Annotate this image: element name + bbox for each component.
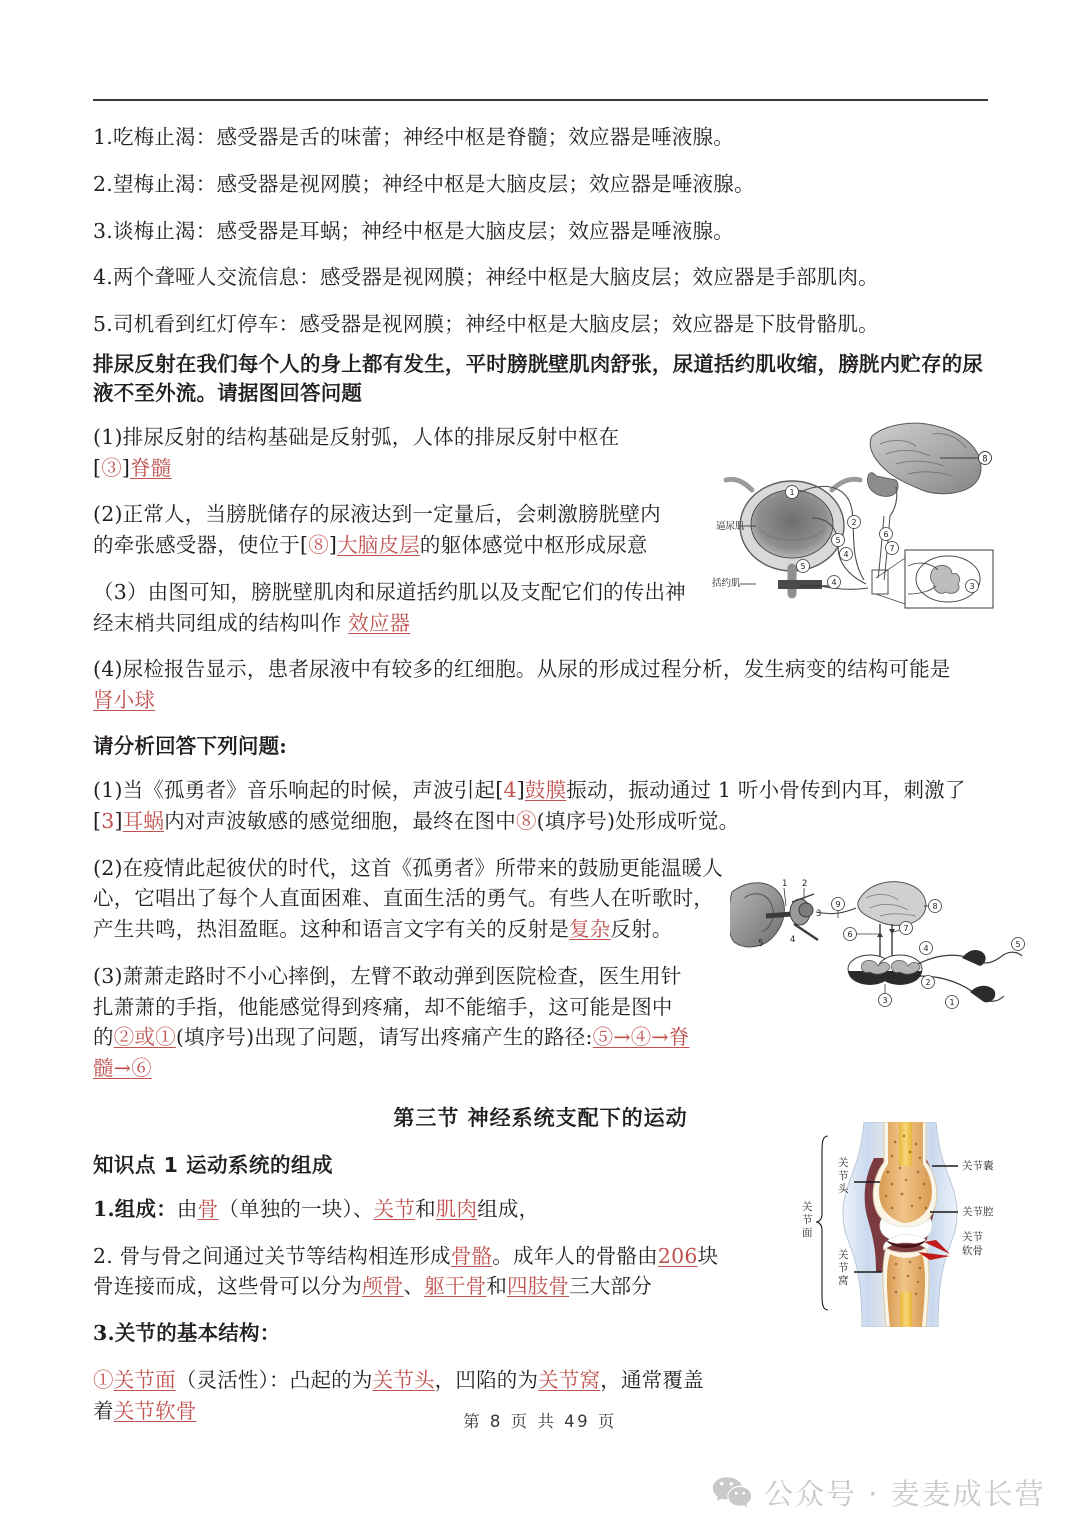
item3-answer-head: 关节头 xyxy=(372,1367,435,1392)
svg-text:7: 7 xyxy=(903,924,909,933)
svg-text:3: 3 xyxy=(969,582,975,591)
svg-text:4: 4 xyxy=(923,944,929,953)
svg-text:头: 头 xyxy=(838,1183,849,1195)
q1-bracket-open: [ xyxy=(93,455,102,480)
item2-e: 和 xyxy=(486,1274,508,1299)
composition-item-1 xyxy=(93,1194,723,1225)
svg-text:面: 面 xyxy=(802,1227,813,1239)
item2-answer-count: 206 xyxy=(657,1243,698,1268)
item2-answer-limb: 四肢骨 xyxy=(507,1274,570,1299)
reflex-item-4: 4.两个聋哑人交流信息：感受器是视网膜；神经中枢是大脑皮层；效应器是手部肌肉。 xyxy=(93,265,879,290)
svg-text:6: 6 xyxy=(883,530,889,539)
aq3-answer-1: ②或① xyxy=(113,1025,176,1050)
joint-label-cartilage: 关节 xyxy=(962,1231,983,1243)
aq1-marker-3: ⑧ xyxy=(515,808,537,833)
q2-text-a: (2)正常人，当膀胱储存的尿液达到一定量后，会刺激膀胱壁内的牵张感受器，使位于[ xyxy=(93,502,661,558)
svg-text:节: 节 xyxy=(838,1170,849,1182)
item1-c: 和 xyxy=(415,1196,436,1221)
svg-text:1: 1 xyxy=(789,488,795,497)
svg-text:4: 4 xyxy=(843,550,849,559)
item2-b: 。成年人的骨骼由 xyxy=(492,1243,658,1268)
svg-text:1: 1 xyxy=(782,879,788,889)
item1-b: （单独的一块）、 xyxy=(218,1196,374,1221)
svg-text:2: 2 xyxy=(851,518,857,527)
joint-label-socket: 关 xyxy=(838,1249,849,1261)
analysis-heading: 请分析回答下列问题: xyxy=(93,733,288,758)
aq1-answer-1: 鼓膜 xyxy=(524,778,567,803)
composition-item-2 xyxy=(93,1241,723,1303)
urination-question-3 xyxy=(93,577,693,639)
urination-prompt: 排尿反射在我们每个人的身上都有发生，平时膀胱壁肌肉舒张，尿道括约肌收缩，膀胱内贮存的尿液不至外流。请据图回答问题 xyxy=(93,351,984,405)
knowledge-point-heading: 知识点 1 运动系统的组成 xyxy=(93,1152,334,1177)
document-body xyxy=(93,122,988,1442)
joint-label-cavity: 关节腔 xyxy=(962,1206,994,1218)
item3-b: ，凹陷的为 xyxy=(434,1367,539,1392)
reflex-item-1: 1.吃梅止渴：感受器是舌的味蕾；神经中枢是脊髓；效应器是唾液腺。 xyxy=(93,125,734,149)
svg-text:2: 2 xyxy=(925,978,931,987)
item1-answer-muscle: 肌肉 xyxy=(435,1196,478,1221)
q3-answer: 效应器 xyxy=(348,610,411,635)
aq3-text: (3)萧萧走路时不小心摔倒，左臂不敢动弹到医院检查，医生用针扎萧萧的手指，他能感觉得到疼痛，却不能缩手，这可能是图中的 xyxy=(93,963,682,1050)
item2-answer-skeleton: 骨骼 xyxy=(450,1243,493,1268)
aq1-text-c: 振动，振动通过 1 听小骨传到内耳，刺激了[ xyxy=(93,778,966,833)
svg-text:2: 2 xyxy=(802,879,808,889)
urination-question-1 xyxy=(93,422,673,484)
aq2-answer: 复杂 xyxy=(569,917,611,942)
item2-d: 、 xyxy=(403,1274,425,1299)
item2-c: 块骨连接而成，这些骨可以分为 xyxy=(93,1243,719,1299)
aq2-text: (2)在疫情此起彼伏的时代，这首《孤勇者》所带来的鼓励更能温暖人心，它唱出了每个人直面困难、直面生活的勇气。有些人在听歌时，产生共鸣，热泪盈眶。这种和语言文字有关的反射是 xyxy=(93,855,723,942)
item1-d: 组成， xyxy=(477,1196,540,1221)
svg-text:6: 6 xyxy=(847,930,853,939)
analysis-question-3 xyxy=(93,961,693,1084)
reflex-item-5: 5.司机看到红灯停车：感受器是视网膜；神经中枢是大脑皮层；效应器是下肢骨骼肌。 xyxy=(93,312,879,336)
item1-label: 1.组成： xyxy=(93,1196,177,1221)
svg-text:5: 5 xyxy=(758,939,764,949)
aq1-text-d: ] xyxy=(114,808,123,833)
q1-text: (1)排尿反射的结构基础是反射弧，人体的排尿反射中枢在 xyxy=(93,424,620,449)
joint-label-capsule: 关节囊 xyxy=(962,1160,994,1172)
wechat-icon xyxy=(712,1476,752,1510)
item3-a: （灵活性）：凸起的为 xyxy=(175,1367,373,1392)
q4-text: (4)尿检报告显示，患者尿液中有较多的红细胞。从尿的形成过程分析，发生病变的结构可能是 xyxy=(93,657,951,682)
aq1-text-f: (填序号)处形成听觉。 xyxy=(536,808,740,833)
aq1-text-b: ] xyxy=(516,778,525,803)
q2-text-b: ] xyxy=(328,533,338,558)
item2-answer-skull: 颅骨 xyxy=(362,1274,404,1299)
svg-text:9: 9 xyxy=(835,900,841,909)
joint-label-surface: 关 xyxy=(802,1201,813,1213)
svg-text:7: 7 xyxy=(889,544,895,553)
item2-a: 2. 骨与骨之间通过关节等结构相连形成 xyxy=(93,1243,451,1268)
q1-marker: ③ xyxy=(101,455,122,480)
svg-text:5: 5 xyxy=(1015,940,1021,949)
watermark-text: 公众号 · 麦麦成长营 xyxy=(764,1477,1046,1511)
aq1-answer-2: 耳蜗 xyxy=(122,808,165,833)
item2-answer-trunk: 躯干骨 xyxy=(424,1274,487,1299)
urination-question-2 xyxy=(93,499,673,561)
q2-answer: 大脑皮层 xyxy=(337,533,420,558)
joint-label-head: 关 xyxy=(838,1157,849,1169)
aq3-text-b: (填序号)出现了问题，请写出疼痛产生的路径: xyxy=(175,1025,593,1050)
q4-answer: 肾小球 xyxy=(93,688,156,713)
item3-answer-surface: 关节面 xyxy=(113,1367,176,1392)
q1-answer: 脊髓 xyxy=(130,455,172,480)
item3-answer-socket: 关节窝 xyxy=(538,1367,601,1392)
svg-text:软骨: 软骨 xyxy=(962,1245,983,1257)
item3-marker: ① xyxy=(93,1367,114,1392)
q1-bracket-close: ] xyxy=(121,455,131,480)
analysis-question-1 xyxy=(93,775,988,837)
joint-structure-heading: 3.关节的基本结构： xyxy=(93,1321,281,1346)
item2-f: 三大部分 xyxy=(569,1274,652,1299)
page-footer: 第 8 页 共 49 页 xyxy=(463,1412,617,1431)
svg-text:1: 1 xyxy=(949,998,955,1007)
svg-text:括约肌: 括约肌 xyxy=(712,578,741,589)
aq2-text-b: 反射。 xyxy=(610,917,673,942)
item1-a: 由 xyxy=(176,1196,198,1221)
urination-question-4 xyxy=(93,654,988,716)
svg-text:5: 5 xyxy=(800,562,806,571)
q3-text: （3）由图可知，膀胱壁肌肉和尿道括约肌以及支配它们的传出神经末梢共同组成的结构叫作 xyxy=(93,579,686,635)
q2-text-c: 的躯体感觉中枢形成尿意 xyxy=(419,533,648,558)
section-title: 第三节 神经系统支配下的运动 xyxy=(393,1105,688,1130)
svg-text:逼尿肌: 逼尿肌 xyxy=(716,521,745,532)
aq1-marker-1: 4 xyxy=(503,778,517,803)
aq1-text-e: 内对声波敏感的感觉细胞，最终在图中 xyxy=(164,808,516,833)
svg-text:3: 3 xyxy=(882,996,888,1005)
svg-text:8: 8 xyxy=(982,454,988,465)
analysis-question-2 xyxy=(93,853,723,945)
svg-text:4: 4 xyxy=(790,935,796,945)
aq1-marker-2: 3 xyxy=(101,808,115,833)
svg-text:窝: 窝 xyxy=(838,1275,849,1287)
reflex-item-2: 2.望梅止渴：感受器是视网膜；神经中枢是大脑皮层；效应器是唾液腺。 xyxy=(93,171,755,196)
item1-answer-bone: 骨 xyxy=(197,1196,219,1221)
svg-text:3: 3 xyxy=(816,909,822,919)
svg-text:节: 节 xyxy=(838,1262,849,1274)
item1-answer-joint: 关节 xyxy=(373,1196,416,1221)
q2-marker: ⑧ xyxy=(308,533,329,558)
svg-text:5: 5 xyxy=(835,536,841,545)
svg-text:节: 节 xyxy=(802,1214,813,1226)
item3-answer-cartilage: 关节软骨 xyxy=(113,1398,197,1423)
reflex-item-3: 3.谈梅止渴：感受器是耳蜗；神经中枢是大脑皮层；效应器是唾液腺。 xyxy=(93,218,734,243)
svg-text:4: 4 xyxy=(831,578,837,587)
svg-text:8: 8 xyxy=(932,902,938,911)
header-rule xyxy=(93,99,988,101)
item3-c: ，通常覆盖着 xyxy=(93,1367,704,1423)
aq3-answer-2: ⑤→④→脊髓→⑥ xyxy=(93,1025,690,1081)
watermark xyxy=(712,1472,1046,1513)
aq1-text-a: (1)当《孤勇者》音乐响起的时候，声波引起[ xyxy=(93,778,504,803)
